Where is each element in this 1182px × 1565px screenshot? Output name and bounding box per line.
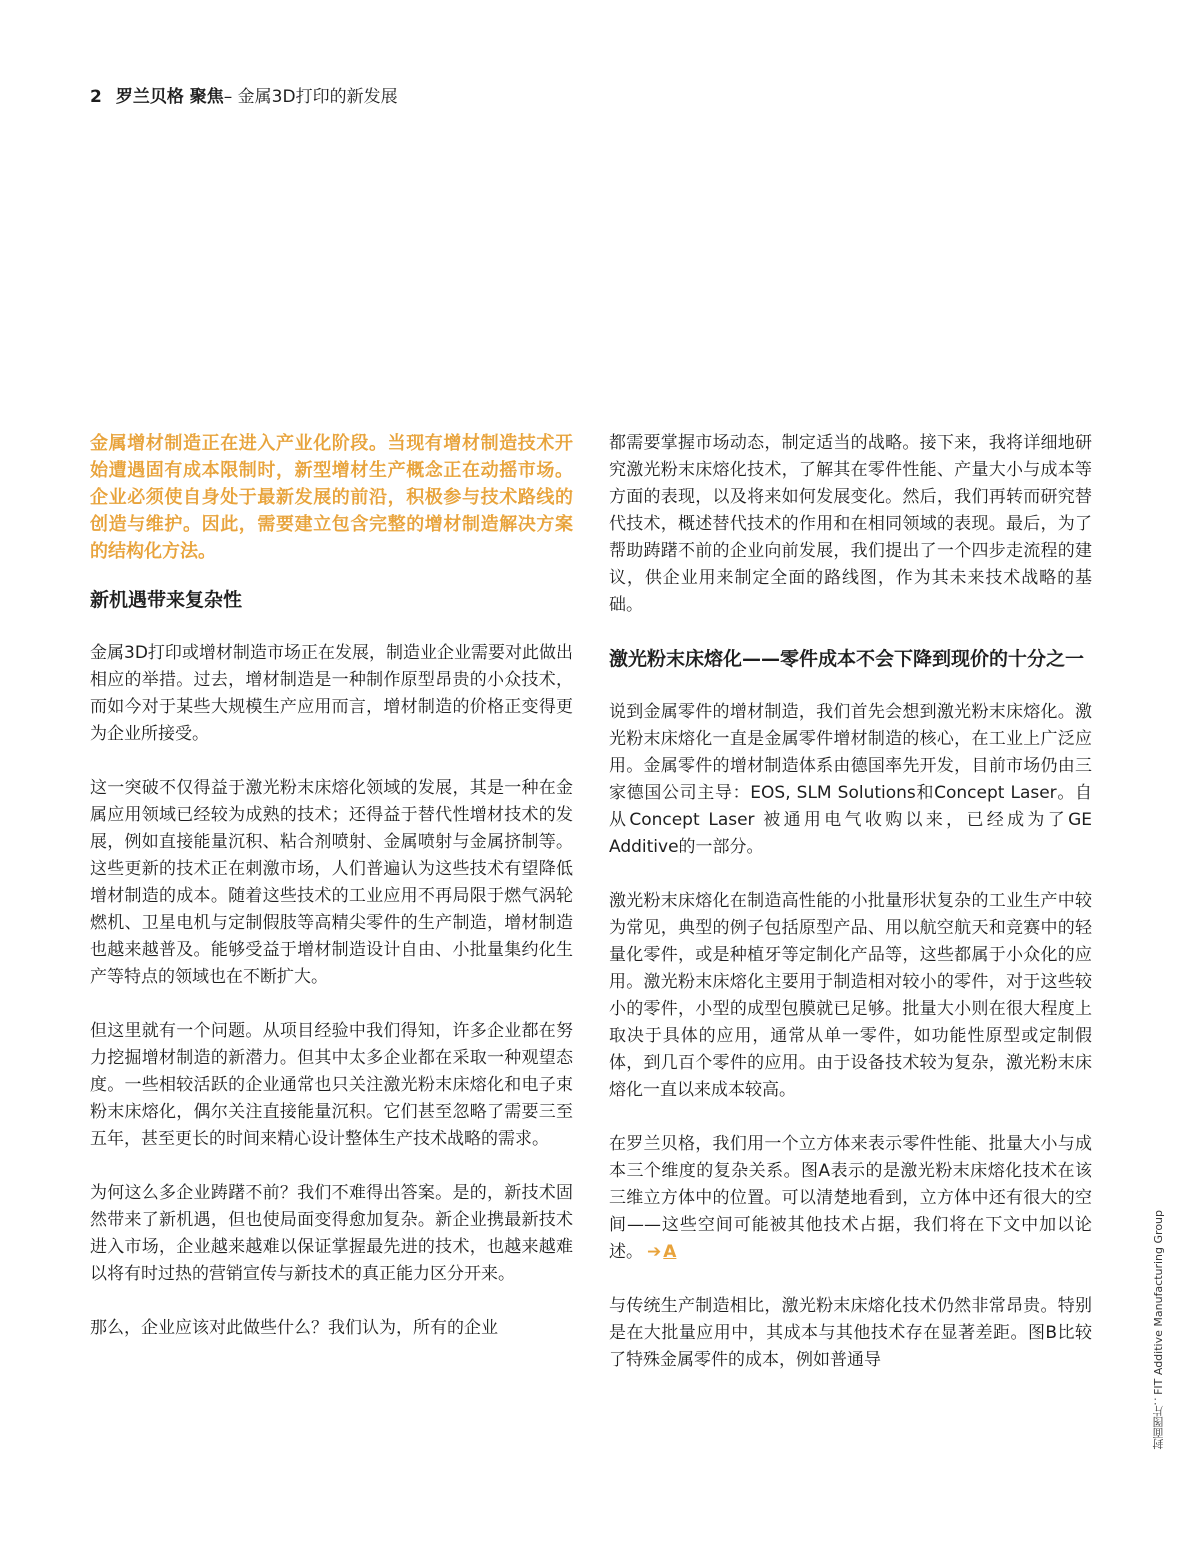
header-brand: 罗兰贝格 聚焦	[115, 87, 224, 107]
section-heading-lpbf: 激光粉末床熔化——零件成本不会下降到现价的十分之一	[609, 648, 1085, 670]
body-paragraph: 金属3D打印或增材制造市场正在发展，制造业企业需要对此做出相应的举措。过去，增材制造是一种制作原型昂贵的小众技术，而如今对于某些大规模生产应用而言，增材制造的价格正变得更为企业所接受。	[90, 643, 573, 744]
body-paragraph: 与传统生产制造相比，激光粉末床熔化技术仍然非常昂贵。特别是在大批量应用中，其成本与其他技术存在显著差距。图B比较了特殊金属零件的成本，例如普通导	[609, 1296, 1092, 1370]
figure-reference-link[interactable]	[643, 1242, 676, 1262]
lead-paragraph: 金属增材制造正在进入产业化阶段。当现有增材制造技术开始遭遇固有成本限制时，新型增材生产概念正在动摇市场。企业必须使自身处于最新发展的前沿，积极参与技术路线的创造与维护。因此，需要建立包含完整的增材制造解决方案的结构化方法。	[90, 433, 573, 562]
body-paragraph: 但这里就有一个问题。从项目经验中我们得知，许多企业都在努力挖掘增材制造的新潜力。但其中太多企业都在采取一种观望态度。一些相较活跃的企业通常也只关注激光粉末床熔化和电子束粉末床熔化，偶尔关注直接能量沉积。它们甚至忽略了需要三至五年，甚至更长的时间来精心设计整体生产技术战略的需求。	[90, 1021, 573, 1149]
page-header	[90, 86, 398, 108]
body-paragraph: 这一突破不仅得益于激光粉末床熔化领域的发展，其是一种在金属应用领域已经较为成熟的技术；还得益于替代性增材技术的发展，例如直接能量沉积、粘合剂喷射、金属喷射与金属挤制等。这些更新的技术正在刺激市场，人们普遍认为这些技术有望降低增材制造的成本。随着这些技术的工业应用不再局限于燃气涡轮燃机、卫星电机与定制假肢等高精尖零件的生产制造，增材制造也越来越普及。能够受益于增材制造设计自由、小批量集约化生产等特点的领域也在不断扩大。	[90, 778, 573, 987]
arrow-right-icon: ➔	[647, 1242, 662, 1262]
cover-image-credit: 封面图片：FIT Additive Manufacturing Group	[1152, 1210, 1165, 1450]
section-heading-complexity: 新机遇带来复杂性	[90, 589, 243, 611]
figure-reference-letter: A	[663, 1242, 677, 1262]
body-paragraph: 激光粉末床熔化在制造高性能的小批量形状复杂的工业生产中较为常见，典型的例子包括原型产品、用以航空航天和竞赛中的轻量化零件，或是种植牙等定制化产品等，这些都属于小众化的应用。激光粉末床熔化主要用于制造相对较小的零件，对于这些较小的零件，小型的成型包膜就已足够。批量大小则在很大程度上取决于具体的应用，通常从单一零件，如功能性原型或定制假体，到几百个零件的应用。由于设备技术较为复杂，激光粉末床熔化一直以来成本较高。	[609, 891, 1092, 1100]
body-paragraph-with-figure-ref	[609, 1131, 1092, 1266]
body-paragraph: 那么，企业应该对此做些什么？我们认为，所有的企业	[90, 1318, 498, 1338]
page-number: 2	[90, 87, 102, 107]
left-column	[90, 430, 573, 1342]
body-text: 在罗兰贝格，我们用一个立方体来表示零件性能、批量大小与成本三个维度的复杂关系。图A表示的是激光粉末床熔化技术在该三维立方体中的位置。可以清楚地看到，立方体中还有很大的空间——这些空间可能被其他技术占据，我们将在下文中加以论述。	[609, 1134, 1092, 1262]
body-paragraph: 为何这么多企业踌躇不前？我们不难得出答案。是的，新技术固然带来了新机遇，但也使局面变得愈加复杂。新企业携最新技术进入市场，企业越来越难以保证掌握最先进的技术，也越来越难以将有时过热的营销宣传与新技术的真正能力区分开来。	[90, 1183, 573, 1284]
header-subtitle: – 金属3D打印的新发展	[223, 87, 398, 107]
right-column	[609, 430, 1092, 1374]
body-paragraph: 说到金属零件的增材制造，我们首先会想到激光粉末床熔化。激光粉末床熔化一直是金属零件增材制造的核心，在工业上广泛应用。金属零件的增材制造体系由德国率先开发，目前市场仍由三家德国公司主导：EOS, SLM Solutions和Concept Laser。自从Concept Laser 被通用电气收购以来，已经成为了GE Additive的一部分。	[609, 702, 1092, 857]
body-paragraph: 都需要掌握市场动态，制定适当的战略。接下来，我将详细地研究激光粉末床熔化技术，了解其在零件性能、产量大小与成本等方面的表现，以及将来如何发展变化。然后，我们再转而研究替代技术，概述替代技术的作用和在相同领域的表现。最后，为了帮助踌躇不前的企业向前发展，我们提出了一个四步走流程的建议，供企业用来制定全面的路线图，作为其未来技术战略的基础。	[609, 433, 1092, 615]
